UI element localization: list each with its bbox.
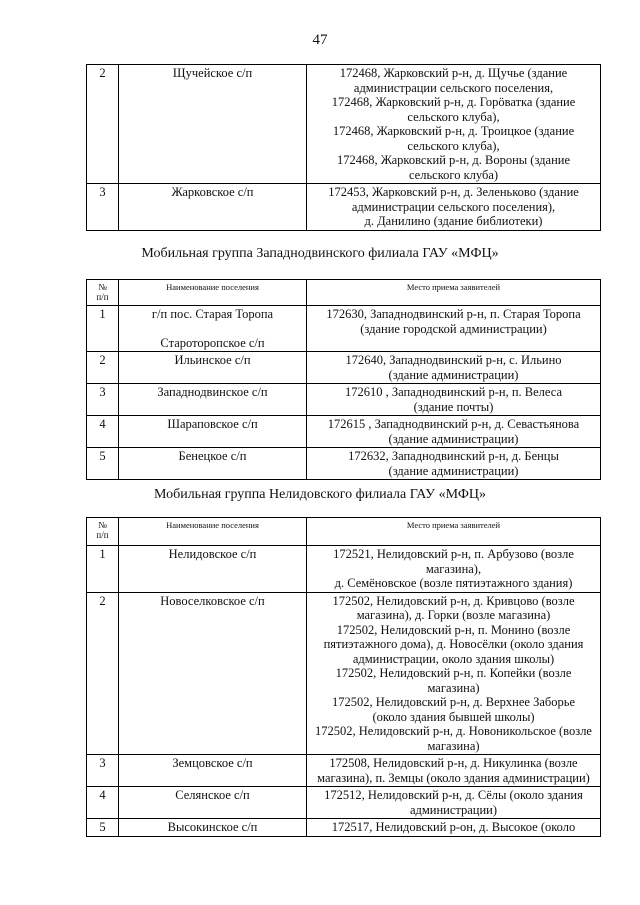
reception-place-line: (здание администрации) xyxy=(388,463,519,478)
row-number: 4 xyxy=(87,416,119,448)
table-row xyxy=(87,787,601,819)
reception-place xyxy=(307,755,601,787)
row-number: 3 xyxy=(87,384,119,416)
header-num xyxy=(87,518,119,546)
reception-place-line: администрации) xyxy=(409,802,498,817)
reception-place-line: (около здания бывшей школы) xyxy=(372,709,535,724)
settlement-name-text: Высокинское с/п xyxy=(167,820,258,834)
settlement-name xyxy=(119,416,307,448)
row-number: 3 xyxy=(87,184,119,231)
settlement-name xyxy=(119,306,307,352)
row-number: 5 xyxy=(87,448,119,480)
reception-place-line: сельского клуба), xyxy=(407,109,500,124)
settlement-name-text: Бенецкое с/п xyxy=(178,449,247,463)
table-row xyxy=(87,448,601,480)
reception-place-line: 172521, Нелидовский р-н, п. Арбузово (возле xyxy=(333,547,574,561)
table-row xyxy=(87,306,601,352)
reception-place-line: 172502, Нелидовский р-н, д. Кривцово (возле xyxy=(332,593,575,608)
settlement-name-text: Новоселковское с/п xyxy=(160,593,265,608)
table-row xyxy=(87,755,601,787)
reception-place xyxy=(307,592,601,755)
reception-place-line: 172512, Нелидовский р-н, д. Сёлы (около здания xyxy=(324,788,583,802)
settlement-name xyxy=(119,352,307,384)
reception-place xyxy=(307,448,601,480)
header-place: Место приема заявителей xyxy=(307,280,601,306)
settlement-name xyxy=(119,592,307,755)
table-row xyxy=(87,592,601,755)
settlement-name-text: Жарковское с/п xyxy=(171,185,254,199)
reception-place-line: (здание почты) xyxy=(413,399,494,414)
settlement-name-text: Западнодвинское с/п xyxy=(157,385,268,399)
reception-place-line: (здание городской администрации) xyxy=(360,321,547,336)
row-number: 5 xyxy=(87,819,119,837)
table-zapadnodvinsky xyxy=(86,279,601,480)
reception-place xyxy=(307,384,601,416)
settlement-name-text: Нелидовское с/п xyxy=(168,547,257,561)
settlement-name-text: Щучейское с/п xyxy=(172,66,253,80)
reception-place-line: 172502, Нелидовский р-н, д. Новоникольское (возле xyxy=(315,724,592,738)
reception-place-line: 172502, Нелидовский р-н, п. Копейки (возле xyxy=(335,666,572,680)
settlement-name xyxy=(119,384,307,416)
reception-place-line: 172615 , Западнодвинский р-н, д. Севастьянова xyxy=(327,417,580,431)
reception-place-line: сельского клуба), xyxy=(407,138,500,153)
table-row xyxy=(87,546,601,593)
header-num-text: № п/п xyxy=(96,282,109,302)
row-number: 1 xyxy=(87,546,119,593)
settlement-name xyxy=(119,787,307,819)
table-zharkovsky-continuation xyxy=(86,64,601,231)
header-num-text: № п/п xyxy=(96,520,109,540)
settlement-name-text: Ильинское с/п xyxy=(174,353,251,367)
row-number: 4 xyxy=(87,787,119,819)
settlement-name xyxy=(119,755,307,787)
reception-place-line: администрации, около здания школы) xyxy=(352,651,555,666)
reception-place xyxy=(307,546,601,593)
row-number: 2 xyxy=(87,592,119,755)
table-row xyxy=(87,65,601,184)
reception-place-line: пятиэтажного дома), д. Новосёлки (около здания xyxy=(323,637,584,651)
table-row xyxy=(87,819,601,837)
reception-place xyxy=(307,184,601,231)
settlement-name-text: г/п пос. Старая Торопа xyxy=(151,307,274,321)
reception-place-line: 172640, Западнодвинский р-н, с. Ильино xyxy=(345,353,562,367)
reception-place-line: 172630, Западнодвинский р-н, п. Старая Торопа xyxy=(326,307,581,321)
reception-place xyxy=(307,306,601,352)
reception-place-line: сельского клуба) xyxy=(408,167,499,182)
reception-place-line: 172468, Жарковский р-н, д. Горöватка (здание xyxy=(331,95,576,109)
reception-place-line: администрации сельского поселения, xyxy=(353,80,554,95)
settlement-name-text: Земцовское с/п xyxy=(172,756,253,770)
settlement-name xyxy=(119,819,307,837)
reception-place-line: (здание администрации) xyxy=(388,367,519,382)
reception-place-line: д. Данилино (здание библиотеки) xyxy=(364,214,543,228)
table-row xyxy=(87,352,601,384)
reception-place-line: 172502, Нелидовский р-н, д. Верхнее Заборье xyxy=(332,695,575,709)
reception-place-line: магазина), xyxy=(425,561,482,576)
reception-place xyxy=(307,787,601,819)
reception-place-line: 172610 , Западнодвинский р-н, п. Велеса xyxy=(345,385,562,399)
reception-place-line: 172517, Нелидовский р-он, д. Высокое (около xyxy=(331,820,576,834)
reception-place-line: 172468, Жарковский р-н, д. Щучье (здание xyxy=(339,66,568,80)
settlement-name xyxy=(119,448,307,480)
row-number: 3 xyxy=(87,755,119,787)
row-number: 2 xyxy=(87,65,119,184)
reception-place-line: администрации сельского поселения), xyxy=(351,199,556,214)
table-header-row xyxy=(87,518,601,546)
table-nelidovsky xyxy=(86,517,601,837)
reception-place-line: магазина), д. Горки (возле магазина) xyxy=(356,608,551,622)
reception-place-line: 172468, Жарковский р-н, д. Троицкое (здание xyxy=(332,124,575,138)
reception-place-line: магазина) xyxy=(427,738,480,753)
reception-place-line: 172508, Нелидовский р-н, д. Никулинка (возле xyxy=(329,756,578,770)
reception-place-line: д. Семёновское (возле пятиэтажного здания) xyxy=(334,576,573,590)
settlement-name-text: Селянское с/п xyxy=(175,788,250,802)
table-row xyxy=(87,384,601,416)
header-num xyxy=(87,280,119,306)
table-row xyxy=(87,416,601,448)
heading-zapadnodvinsky: Мобильная группа Западнодвинского филиала ГАУ «МФЦ» xyxy=(141,246,499,261)
reception-place-line: 172468, Жарковский р-н, д. Вороны (здание xyxy=(336,153,571,167)
settlement-name xyxy=(119,546,307,593)
table-header-row xyxy=(87,280,601,306)
header-place: Место приема заявителей xyxy=(307,518,601,546)
settlement-name xyxy=(119,184,307,231)
reception-place xyxy=(307,416,601,448)
reception-place xyxy=(307,352,601,384)
reception-place-line: 172502, Нелидовский р-н, п. Монино (возле xyxy=(336,622,571,637)
settlement-name xyxy=(119,65,307,184)
heading-nelidovsky: Мобильная группа Нелидовского филиала ГАУ «МФЦ» xyxy=(153,487,486,502)
table-row xyxy=(87,184,601,231)
reception-place-line: 172453, Жарковский р-н, д. Зеленьково (здание xyxy=(328,185,579,199)
page-number: 47 xyxy=(312,32,328,48)
row-number: 1 xyxy=(87,306,119,352)
reception-place-line: (здание администрации) xyxy=(388,431,519,446)
reception-place-line: 172632, Западнодвинский р-н, д. Бенцы xyxy=(348,449,559,463)
reception-place-line: магазина) xyxy=(427,680,480,695)
row-number: 2 xyxy=(87,352,119,384)
settlement-name-text: Шараповское с/п xyxy=(167,417,258,431)
reception-place xyxy=(307,819,601,837)
reception-place xyxy=(307,65,601,184)
settlement-name-secondary: Старотоpопское с/п xyxy=(160,335,265,350)
reception-place-line: магазина), п. Земцы (около здания администрации) xyxy=(317,770,590,785)
header-name: Наименование поселения xyxy=(119,280,307,306)
header-name: Наименование поселения xyxy=(119,518,307,546)
